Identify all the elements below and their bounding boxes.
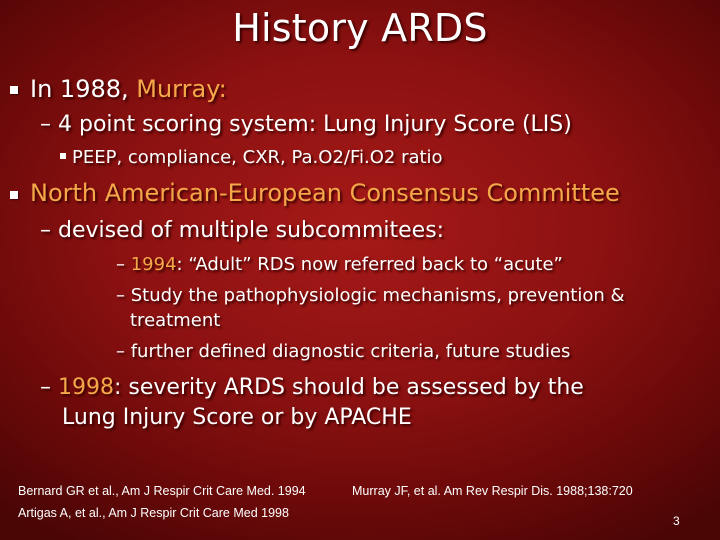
item-1994-rest: : “Adult” RDS now referred back to “acute” (176, 254, 563, 275)
bullet-1988-prefix: In 1988, (30, 75, 137, 103)
item-study-line1: – Study the pathophysiologic mechanisms, prevention & (116, 285, 625, 306)
item-1994 (116, 254, 563, 275)
item-1998-dash: – (40, 375, 58, 400)
lis-components (60, 147, 443, 168)
year-1994-highlight: 1994 (130, 254, 177, 275)
bullet-square-icon (10, 86, 18, 94)
slide-title: History ARDS (232, 6, 488, 50)
consensus-committee-heading: North American-European Consensus Committee (30, 179, 620, 207)
year-1998-highlight: 1998 (58, 375, 114, 400)
item-1994-dash: – (116, 254, 131, 275)
small-bullet-icon (60, 153, 66, 159)
item-diagnostic-criteria: – further defined diagnostic criteria, future studies (116, 341, 571, 362)
reference-murray: Murray JF, et al. Am Rev Respir Dis. 1988;138:720 (352, 484, 633, 498)
item-study-line2: treatment (130, 310, 221, 331)
reference-bernard: Bernard GR et al., Am J Respir Crit Care Med. 1994 (18, 484, 306, 498)
lis-subitem: – 4 point scoring system: Lung Injury Score (LIS) (40, 112, 572, 137)
reference-artigas: Artigas A, et al., Am J Respir Crit Care Med 1998 (18, 506, 289, 520)
subcommittees-subitem: – devised of multiple subcommitees: (40, 218, 445, 243)
item-1998-rest: : severity ARDS should be assessed by the (114, 375, 584, 400)
murray-highlight: Murray: (136, 75, 227, 103)
bullet-square-icon (10, 191, 18, 199)
item-1998-line2: Lung Injury Score or by APACHE (62, 405, 412, 430)
page-number: 3 (673, 514, 680, 528)
item-1998-line1 (40, 375, 584, 400)
lis-components-text: PEEP, compliance, CXR, Pa.O2/Fi.O2 ratio (72, 147, 443, 168)
bullet-1988 (30, 75, 227, 103)
